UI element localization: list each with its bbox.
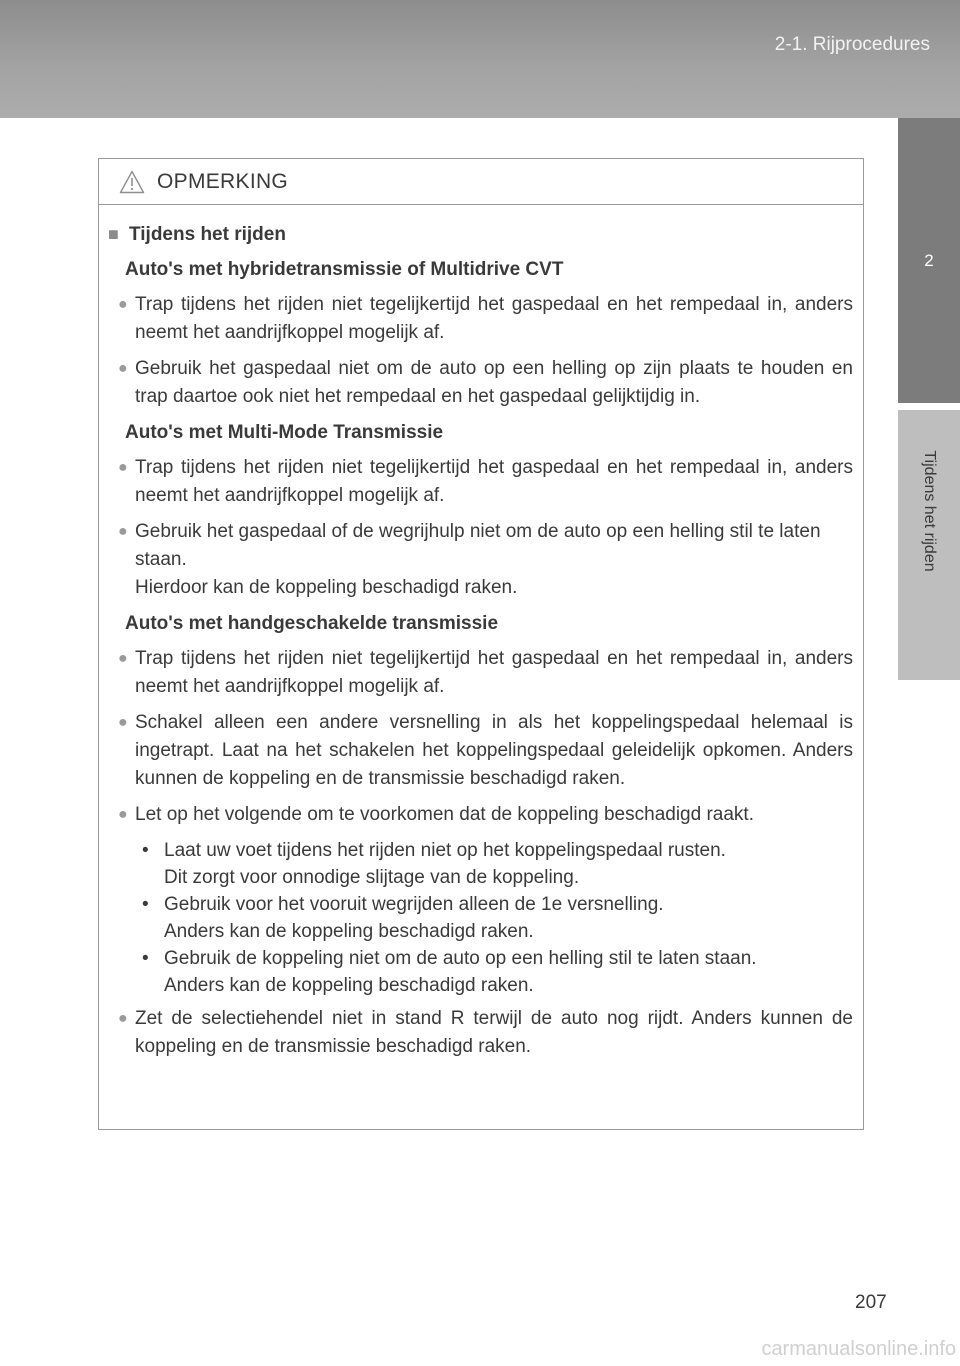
- page-number: 207: [855, 1292, 887, 1313]
- circle-bullet-icon: ●: [118, 360, 128, 377]
- notice-header: [99, 159, 863, 205]
- circle-bullet-icon: ●: [118, 1010, 128, 1027]
- chapter-tab-number: [898, 118, 960, 403]
- circle-bullet-icon: ●: [118, 459, 128, 476]
- dot-bullet-icon: •: [142, 840, 149, 861]
- warning-triangle-icon: [119, 170, 145, 194]
- sub-list-item: • Laat uw voet tijdens het rijden niet op het koppelingspedaal rusten. Dit zorgt voor onnodige slijtage van de koppeling.: [142, 837, 853, 891]
- dot-bullet-icon: •: [142, 948, 149, 969]
- subheading: Auto's met hybridetransmissie of Multidrive CVT: [125, 259, 564, 280]
- list-item: ● Schakel alleen een andere versnelling in als het koppelingspedaal helemaal is ingetrapt. Laat na het schakelen het koppelingspedaal geleidelijk opkomen. Anders kunnen de koppeling en de transmissie beschadigd raken.: [108, 709, 853, 793]
- list-item: ● Zet de selectiehendel niet in stand R terwijl de auto nog rijdt. Anders kunnen de koppeling en de transmissie beschadigd raken.: [108, 1005, 853, 1061]
- notice-heading-text: Tijdens het rijden: [129, 224, 286, 245]
- circle-bullet-icon: ●: [118, 806, 128, 823]
- notice-content: [99, 205, 863, 1061]
- sub-list: [108, 837, 853, 999]
- list-item: ● Let op het volgende om te voorkomen dat de koppeling beschadigd raakt.: [108, 801, 853, 829]
- chapter-tab: [898, 410, 960, 680]
- notice-box: [98, 158, 864, 1130]
- chapter-number: 2: [924, 250, 934, 270]
- notice-heading: [108, 220, 853, 249]
- dot-bullet-icon: •: [142, 894, 149, 915]
- section-title: 2-1. Rijprocedures: [774, 34, 930, 55]
- bullet-note: Hierdoor kan de koppeling beschadigd raken.: [135, 577, 518, 598]
- circle-bullet-icon: ●: [118, 714, 128, 731]
- watermark: carmanualsonline.info: [761, 1338, 956, 1360]
- sub-list-item: • Gebruik voor het vooruit wegrijden alleen de 1e versnelling. Anders kan de koppeling beschadigd raken.: [142, 891, 853, 945]
- subheading: Auto's met Multi-Mode Transmissie: [125, 422, 444, 443]
- list-item: ● Trap tijdens het rijden niet tegelijkertijd het gaspedaal en het rempedaal in, anders neemt het aandrijfkoppel mogelijk af.: [108, 291, 853, 347]
- page-header: [0, 0, 960, 118]
- list-item: ● Gebruik het gaspedaal niet om de auto op een helling op zijn plaats te houden en trap daartoe ook niet het rempedaal en het gaspedaal gelijktijdig in.: [108, 355, 853, 411]
- circle-bullet-icon: ●: [118, 296, 128, 313]
- circle-bullet-icon: ●: [118, 650, 128, 667]
- list-item: ● Trap tijdens het rijden niet tegelijkertijd het gaspedaal en het rempedaal in, anders neemt het aandrijfkoppel mogelijk af.: [108, 454, 853, 510]
- circle-bullet-icon: ●: [118, 523, 128, 540]
- subheading: Auto's met handgeschakelde transmissie: [125, 613, 499, 634]
- list-item: ● Trap tijdens het rijden niet tegelijkertijd het gaspedaal en het rempedaal in, anders neemt het aandrijfkoppel mogelijk af.: [108, 645, 853, 701]
- sub-list-item: • Gebruik de koppeling niet om de auto op een helling stil te laten staan. Anders kan de koppeling beschadigd raken.: [142, 945, 853, 999]
- list-item: ● Gebruik het gaspedaal of de wegrijhulp niet om de auto op een helling stil te laten staan. Hierdoor kan de koppeling beschadigd raken.: [108, 518, 853, 602]
- notice-title: OPMERKING: [157, 169, 289, 193]
- chapter-tab-label: Tijdens het rijden: [921, 450, 938, 572]
- square-bullet-icon: ■: [108, 224, 119, 244]
